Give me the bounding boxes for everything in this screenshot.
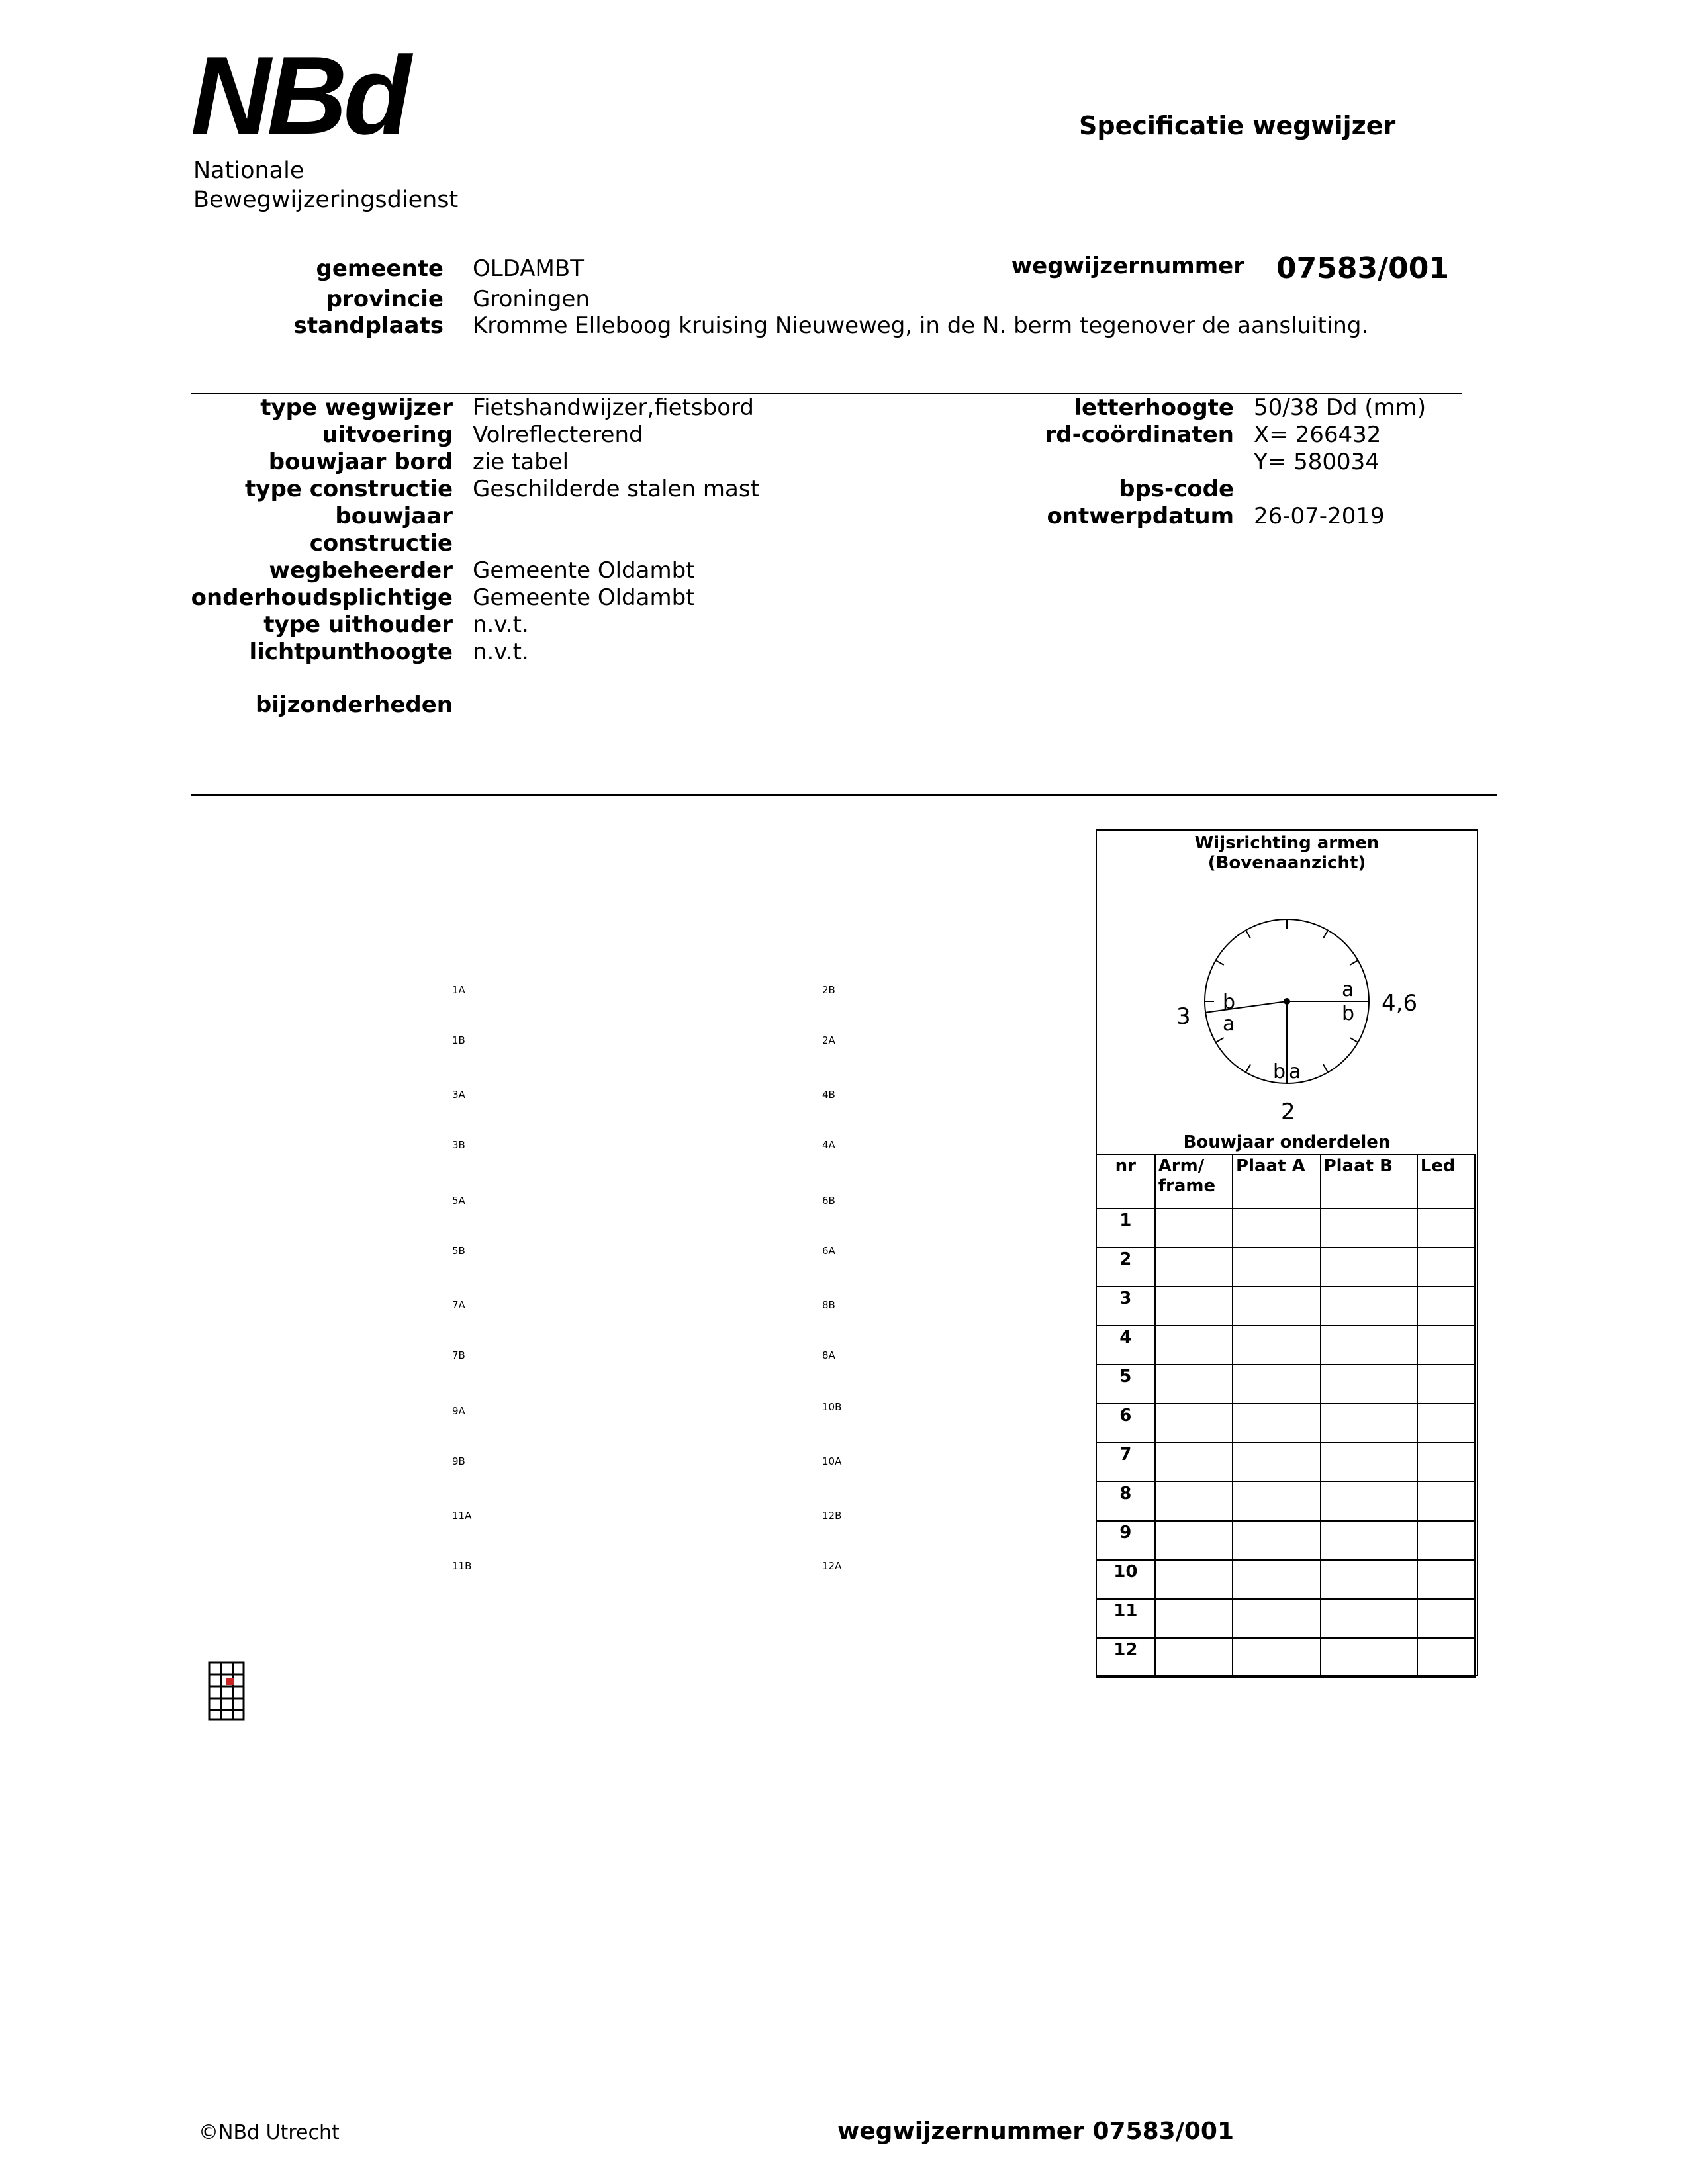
header-arm-line1: Arm/ bbox=[1158, 1156, 1205, 1176]
dial-label-bottom: 2 bbox=[1281, 1099, 1295, 1125]
row-number: 7 bbox=[1096, 1443, 1155, 1482]
letterhoogte-value: 50/38 Dd (mm) bbox=[1254, 394, 1427, 421]
plate-code: 4A bbox=[822, 1139, 835, 1151]
cell-arm bbox=[1155, 1287, 1233, 1326]
plate-code: 8B bbox=[822, 1299, 835, 1311]
plate-code: 1A bbox=[452, 984, 465, 996]
direction-panel bbox=[1096, 829, 1478, 1676]
dial-label-right: 4,6 bbox=[1382, 990, 1418, 1017]
parts-table bbox=[1096, 1154, 1476, 1678]
rd-x-value: X= 266432 bbox=[1254, 422, 1382, 448]
row-number: 3 bbox=[1096, 1287, 1155, 1326]
standplaats-label: standplaats bbox=[293, 312, 444, 339]
plate-code: 12B bbox=[822, 1510, 842, 1522]
cell-led bbox=[1417, 1638, 1475, 1677]
plate-code: 6A bbox=[822, 1245, 835, 1257]
cell-led bbox=[1417, 1521, 1475, 1560]
standplaats-value: Kromme Elleboog kruising Nieuweweg, in de N. berm tegenover de aansluiting. bbox=[473, 312, 1369, 339]
parts-title: Bouwjaar onderdelen bbox=[1183, 1132, 1391, 1152]
cell-plaat-a bbox=[1233, 1443, 1321, 1482]
provincie-value: Groningen bbox=[473, 286, 590, 312]
table-row bbox=[1096, 1482, 1475, 1521]
cell-led bbox=[1417, 1404, 1475, 1443]
row-number: 5 bbox=[1096, 1365, 1155, 1404]
rd-y-value: Y= 580034 bbox=[1254, 449, 1380, 475]
cell-plaat-a bbox=[1233, 1365, 1321, 1404]
plate-code: 10A bbox=[822, 1455, 842, 1467]
header-led: Led bbox=[1417, 1154, 1475, 1208]
dial-letter-b-left: b bbox=[1223, 991, 1236, 1014]
letterhoogte-label: letterhoogte bbox=[1074, 394, 1234, 421]
type-constructie-value: Geschilderde stalen mast bbox=[473, 476, 759, 502]
table-row bbox=[1096, 1560, 1475, 1599]
dial-tick bbox=[1323, 1064, 1328, 1072]
wegwijzernummer-value: 07583/001 bbox=[1276, 251, 1449, 285]
provincie-label: provincie bbox=[326, 286, 444, 312]
gemeente-value: OLDAMBT bbox=[473, 255, 584, 282]
cell-plaat-b bbox=[1321, 1638, 1417, 1677]
cell-arm bbox=[1155, 1365, 1233, 1404]
wegbeheerder-label: wegbeheerder bbox=[269, 557, 453, 584]
wegwijzernummer-label: wegwijzernummer bbox=[1011, 253, 1244, 279]
rd-coordinaten-label: rd-coördinaten bbox=[1045, 422, 1234, 448]
uitvoering-label: uitvoering bbox=[322, 422, 453, 448]
header-plaat-a: Plaat A bbox=[1233, 1154, 1321, 1208]
plate-code: 6B bbox=[822, 1195, 835, 1206]
plate-code: 9A bbox=[452, 1405, 465, 1417]
cell-arm bbox=[1155, 1482, 1233, 1521]
dial-tick bbox=[1246, 1064, 1250, 1072]
cell-plaat-a bbox=[1233, 1404, 1321, 1443]
cell-arm bbox=[1155, 1443, 1233, 1482]
cell-plaat-a bbox=[1233, 1638, 1321, 1677]
document-title: Specificatie wegwijzer bbox=[1079, 111, 1396, 140]
table-row bbox=[1096, 1208, 1475, 1248]
table-row bbox=[1096, 1287, 1475, 1326]
cell-led bbox=[1417, 1599, 1475, 1638]
logo-subtitle-line1: Nationale bbox=[193, 158, 305, 184]
plate-code: 5A bbox=[452, 1195, 465, 1206]
direction-dial bbox=[1097, 903, 1477, 1128]
bijzonderheden-label: bijzonderheden bbox=[255, 692, 453, 718]
gemeente-label: gemeente bbox=[316, 255, 444, 282]
parts-header-row bbox=[1096, 1154, 1475, 1208]
table-row bbox=[1096, 1599, 1475, 1638]
cell-plaat-b bbox=[1321, 1248, 1417, 1287]
dial-tick bbox=[1216, 1038, 1224, 1042]
row-number: 11 bbox=[1096, 1599, 1155, 1638]
cell-led bbox=[1417, 1560, 1475, 1599]
cell-plaat-b bbox=[1321, 1599, 1417, 1638]
cell-plaat-a bbox=[1233, 1287, 1321, 1326]
cell-plaat-b bbox=[1321, 1404, 1417, 1443]
dial-letter-b-right: b bbox=[1342, 1002, 1355, 1025]
divider-bottom bbox=[191, 794, 1497, 796]
panel-title-line1: Wijsrichting armen bbox=[1194, 833, 1380, 853]
cell-plaat-a bbox=[1233, 1326, 1321, 1365]
onderhoudsplichtige-label: onderhoudsplichtige bbox=[191, 584, 453, 611]
cell-arm bbox=[1155, 1248, 1233, 1287]
plate-code: 11B bbox=[452, 1560, 472, 1572]
dial-letter-a-bottom: a bbox=[1289, 1060, 1301, 1083]
cell-plaat-b bbox=[1321, 1521, 1417, 1560]
plate-code: 8A bbox=[822, 1349, 835, 1361]
dial-label-left: 3 bbox=[1176, 1003, 1191, 1030]
cell-plaat-b bbox=[1321, 1443, 1417, 1482]
cell-arm bbox=[1155, 1638, 1233, 1677]
row-number: 1 bbox=[1096, 1208, 1155, 1248]
bouwjaar-constructie-label-line2: constructie bbox=[309, 530, 453, 557]
table-row bbox=[1096, 1365, 1475, 1404]
cell-arm bbox=[1155, 1560, 1233, 1599]
plate-code: 11A bbox=[452, 1510, 472, 1522]
uitvoering-value: Volreflecterend bbox=[473, 422, 643, 448]
cell-plaat-b bbox=[1321, 1365, 1417, 1404]
header-nr: nr bbox=[1096, 1154, 1155, 1208]
plate-code: 9B bbox=[452, 1455, 465, 1467]
plate-code: 5B bbox=[452, 1245, 465, 1257]
plate-code: 3B bbox=[452, 1139, 465, 1151]
type-uithouder-label: type uithouder bbox=[263, 612, 453, 638]
plate-code: 12A bbox=[822, 1560, 842, 1572]
table-row bbox=[1096, 1326, 1475, 1365]
dial-tick bbox=[1350, 1038, 1358, 1042]
bouwjaar-constructie-label-line1: bouwjaar bbox=[335, 503, 453, 529]
row-number: 10 bbox=[1096, 1560, 1155, 1599]
cell-arm bbox=[1155, 1326, 1233, 1365]
plate-code: 3A bbox=[452, 1089, 465, 1101]
plate-code: 7A bbox=[452, 1299, 465, 1311]
nbd-logo: NBd bbox=[191, 33, 408, 158]
dial-tick bbox=[1350, 960, 1358, 965]
row-number: 12 bbox=[1096, 1638, 1155, 1677]
cell-plaat-a bbox=[1233, 1599, 1321, 1638]
lichtpunthoogte-label: lichtpunthoogte bbox=[249, 639, 453, 665]
cell-plaat-b bbox=[1321, 1287, 1417, 1326]
type-wegwijzer-label: type wegwijzer bbox=[260, 394, 453, 421]
row-number: 2 bbox=[1096, 1248, 1155, 1287]
cell-plaat-b bbox=[1321, 1482, 1417, 1521]
dial-tick bbox=[1246, 931, 1250, 938]
dial-letter-a-left: a bbox=[1223, 1013, 1235, 1036]
cell-led bbox=[1417, 1208, 1475, 1248]
plate-code: 1B bbox=[452, 1034, 465, 1046]
row-number: 4 bbox=[1096, 1326, 1155, 1365]
plate-code: 10B bbox=[822, 1401, 842, 1413]
ontwerpdatum-label: ontwerpdatum bbox=[1047, 503, 1234, 529]
type-constructie-label: type constructie bbox=[245, 476, 453, 502]
row-number: 8 bbox=[1096, 1482, 1155, 1521]
bps-code-label: bps-code bbox=[1119, 476, 1234, 502]
table-row bbox=[1096, 1404, 1475, 1443]
arm-line-3 bbox=[1205, 1001, 1287, 1013]
cell-led bbox=[1417, 1326, 1475, 1365]
cell-plaat-a bbox=[1233, 1248, 1321, 1287]
bouwjaar-bord-label: bouwjaar bord bbox=[268, 449, 453, 475]
table-row bbox=[1096, 1638, 1475, 1677]
header-arm-line2: frame bbox=[1158, 1176, 1216, 1196]
panel-title bbox=[1097, 833, 1477, 873]
logo-subtitle-line2: Bewegwijzeringsdienst bbox=[193, 187, 459, 213]
table-row bbox=[1096, 1521, 1475, 1560]
cell-plaat-b bbox=[1321, 1326, 1417, 1365]
cell-arm bbox=[1155, 1521, 1233, 1560]
table-row bbox=[1096, 1248, 1475, 1287]
type-uithouder-value: n.v.t. bbox=[473, 612, 529, 638]
dial-letter-b-bottom: b bbox=[1273, 1060, 1286, 1083]
cell-plaat-a bbox=[1233, 1482, 1321, 1521]
footer-copyright: ©NBd Utrecht bbox=[199, 2121, 340, 2144]
cell-plaat-b bbox=[1321, 1560, 1417, 1599]
cell-plaat-a bbox=[1233, 1208, 1321, 1248]
dial-tick bbox=[1216, 960, 1224, 965]
cell-arm bbox=[1155, 1404, 1233, 1443]
header-arm-frame bbox=[1155, 1154, 1233, 1208]
bouwjaar-bord-value: zie tabel bbox=[473, 449, 569, 475]
type-wegwijzer-value: Fietshandwijzer,fietsbord bbox=[473, 394, 754, 421]
cell-led bbox=[1417, 1482, 1475, 1521]
row-number: 6 bbox=[1096, 1404, 1155, 1443]
cell-plaat-a bbox=[1233, 1521, 1321, 1560]
plate-code: 2B bbox=[822, 984, 835, 996]
onderhoudsplichtige-value: Gemeente Oldambt bbox=[473, 584, 695, 611]
lichtpunthoogte-value: n.v.t. bbox=[473, 639, 529, 665]
header-plaat-b: Plaat B bbox=[1321, 1154, 1417, 1208]
footer-wegwijzernummer: wegwijzernummer 07583/001 bbox=[837, 2118, 1235, 2145]
plate-code: 4B bbox=[822, 1089, 835, 1101]
cell-led bbox=[1417, 1248, 1475, 1287]
cell-plaat-a bbox=[1233, 1560, 1321, 1599]
wegbeheerder-value: Gemeente Oldambt bbox=[473, 557, 695, 584]
dial-tick bbox=[1323, 931, 1328, 938]
cell-arm bbox=[1155, 1208, 1233, 1248]
dial-letter-a-right: a bbox=[1342, 978, 1354, 1001]
thumbnail-red-mark bbox=[226, 1678, 234, 1685]
table-row bbox=[1096, 1443, 1475, 1482]
ontwerpdatum-value: 26-07-2019 bbox=[1254, 503, 1385, 529]
row-number: 9 bbox=[1096, 1521, 1155, 1560]
cell-led bbox=[1417, 1443, 1475, 1482]
plate-code: 7B bbox=[452, 1349, 465, 1361]
cell-arm bbox=[1155, 1599, 1233, 1638]
sign-thumbnail bbox=[207, 1660, 249, 1722]
plate-code: 2A bbox=[822, 1034, 835, 1046]
cell-led bbox=[1417, 1287, 1475, 1326]
cell-led bbox=[1417, 1365, 1475, 1404]
panel-title-line2: (Bovenaanzicht) bbox=[1207, 853, 1366, 873]
cell-plaat-b bbox=[1321, 1208, 1417, 1248]
